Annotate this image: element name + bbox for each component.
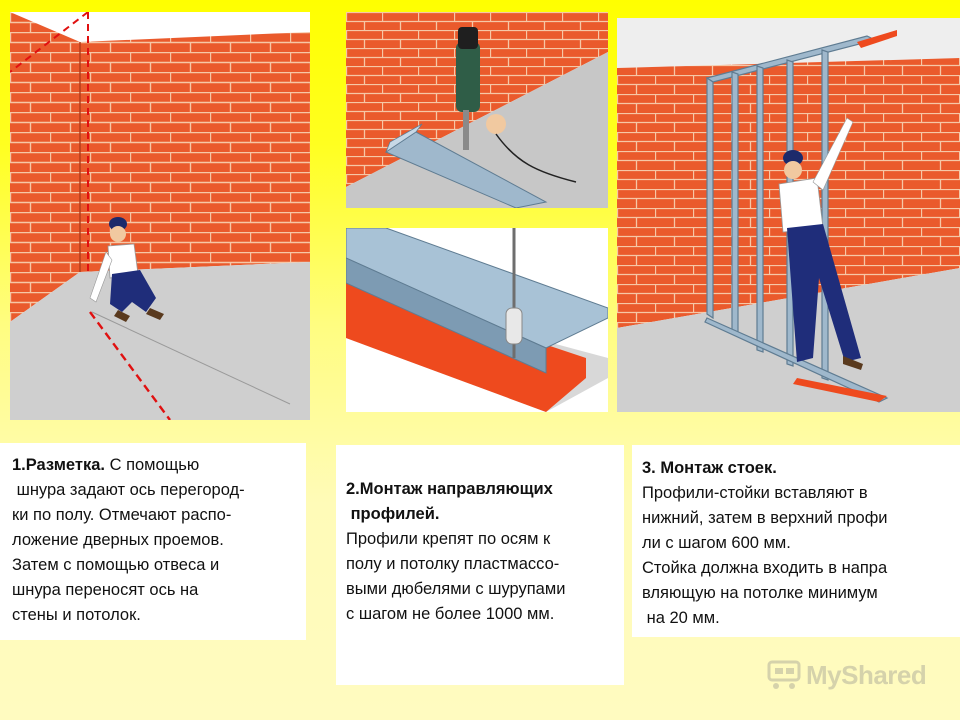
caption-guide-title: профилей. [346,505,440,523]
caption-studs-line: на 20 мм. [642,609,720,627]
caption-marking-line: Затем с помощью отвеса и [12,556,220,574]
profile-fastening-scene [346,228,608,412]
caption-studs-line: нижний, затем в верхний профи [642,509,888,527]
caption-marking [0,443,306,640]
caption-marking-line: ки по полу. Отмечают распо- [12,506,232,524]
watermark-text: MyShared [806,660,927,690]
dowel-icon [506,308,522,344]
caption-studs-line: Профили-стойки вставляют в [642,484,868,502]
illustration-drilling [346,12,608,208]
caption-marking-line: стены и потолок. [12,606,141,624]
caption-guide-line: Профили крепят по осям к [346,530,551,548]
caption-guide-line: полу и потолку пластмассо- [346,555,560,573]
caption-studs-line: Стойка должна входить в напра [642,559,888,577]
studs-scene [617,18,960,412]
caption-studs-title: 3. Монтаж стоек. [642,459,777,477]
illustration-studs [617,18,960,412]
caption-guide-line: с шагом не более 1000 мм. [346,605,555,623]
caption-marking-title: 1.Разметка. [12,456,105,474]
illustration-profile-fastening [346,228,608,412]
caption-marking-line: шнура переносят ось на [12,581,199,599]
caption-guide-profiles [336,445,624,685]
watermark-logo [766,658,936,692]
cart-icon [766,658,802,690]
illustration-marking [10,12,310,420]
caption-studs-line: ли с шагом 600 мм. [642,534,791,552]
caption-marking-line: ложение дверных проемов. [12,531,224,549]
caption-guide-line: выми дюбелями с шурупами [346,580,566,598]
caption-marking-line: С помощью [104,456,200,474]
caption-studs-line: вляющую на потолке минимум [642,584,878,602]
drilling-scene [346,12,608,208]
marking-scene [10,12,310,420]
caption-guide-title: 2.Монтаж направляющих [346,480,553,498]
caption-marking-line: шнура задают ось перегород- [12,481,245,499]
caption-studs [632,445,960,637]
